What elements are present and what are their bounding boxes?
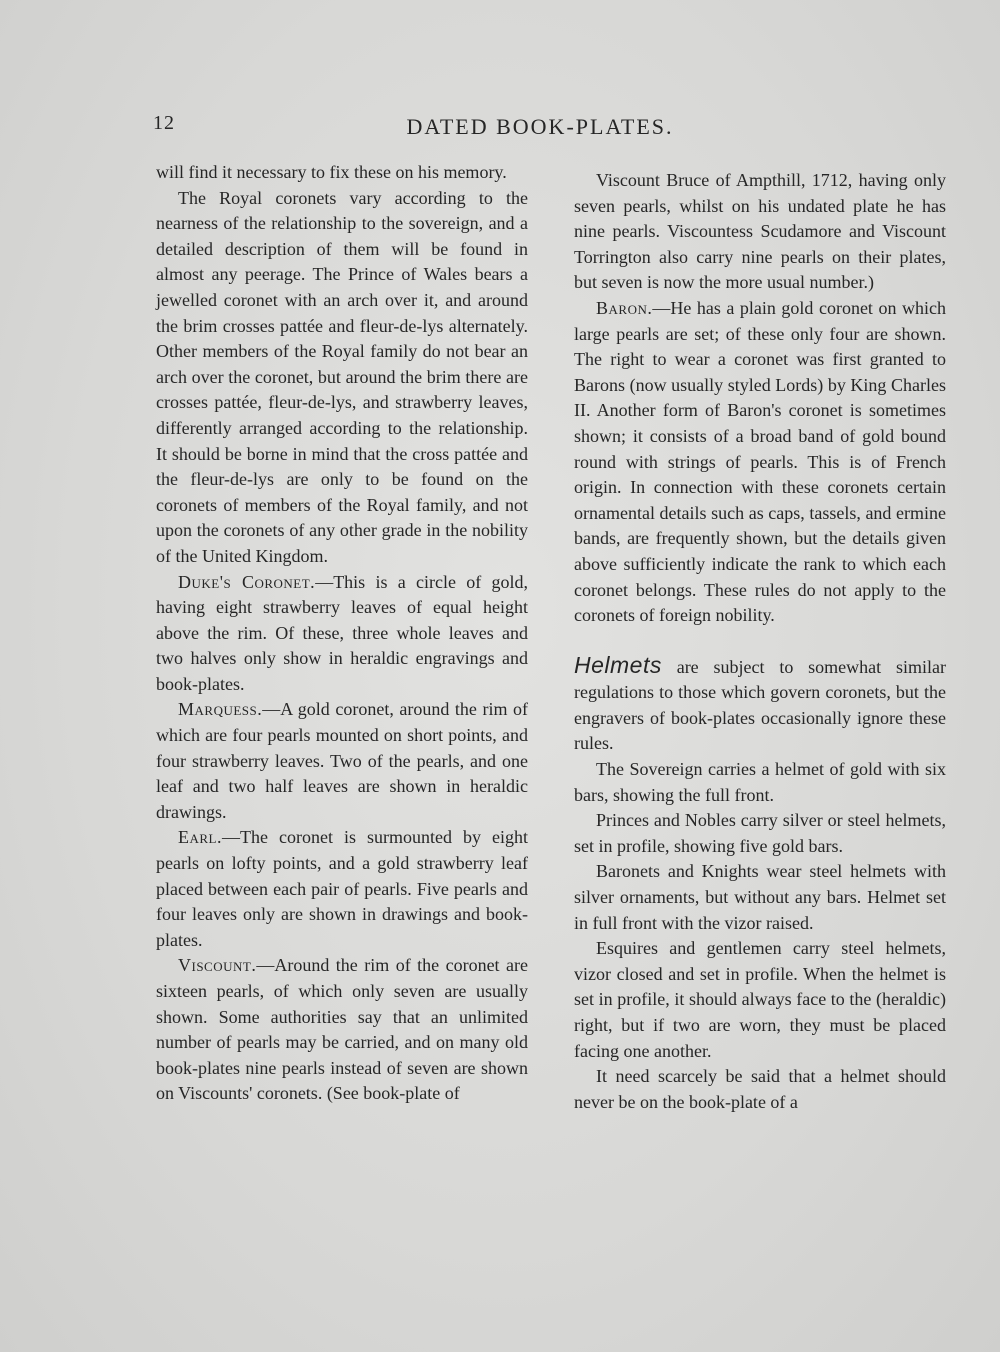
paragraph: The Royal coronets vary according to the nearness of the relationship to the sovereign, and a detailed description of them will be found in almost any peerage. The Prince of Wales bears a jewelled coronet with an arch over it, and around the brim crosses pattée and fleur-de-lys alternately. Other members of the Royal family do not bear an arch over the coronet, but around the brim there are crosses pattée, fleur-de-lys, and strawberry leaves, differently arranged according to the relationship. It should be borne in mind that the cross pattée and the fleur-de-lys are only to be found on the coronets of members of the Royal family, and not upon the coronets of any other grade in the nobility of the United Kingdom.: [156, 187, 528, 566]
paragraph-baron: [574, 296, 946, 629]
paragraph-earl: [156, 825, 528, 953]
paragraph-helmets: [574, 653, 946, 757]
page-number: 12: [153, 112, 175, 134]
helmets-text: are subject to somewhat similar regulations to those which govern coronets, but the engravers of book-plates occasionally ignore these rules.: [574, 656, 946, 754]
paragraph: will find it necessary to fix these on his memory.: [156, 162, 507, 182]
paragraph: Baronets and Knights wear steel helmets with silver ornaments, but without any bars. Helmet set in full front with the vizor raised.: [574, 861, 946, 933]
baron-text: —He has a plain gold coronet on which large pearls are set; of these only four are shown. The right to wear a coronet was first granted to Barons (now usually styled Lords) by King Charles II. Another form of Baron's coronet is sometimes shown; it consists of a broad band of gold bound round with strings of pearls. This is of French origin. In connection with these coronets certain ornamental details such as caps, tassels, and ermine bands, are frequently shown, but the details given above sufficiently indicate the rank to which each coronet belongs. These rules do not apply to the coronets of foreign nobility.: [574, 297, 946, 626]
earl-text: —The coronet is surmounted by eight pearls on lofty points, and a gold strawberry leaf placed between each pair of pearls. Five pearls and four leaves only are shown in drawings and book-plates.: [156, 827, 528, 950]
paragraph: The Sovereign carries a helmet of gold with six bars, showing the full front.: [574, 759, 946, 805]
helmets-heading: Helmets: [574, 651, 662, 678]
paragraph-duke: [156, 570, 528, 698]
viscount-text: —Around the rim of the coronet are sixteen pearls, of which only seven are usually shown. Some authorities say that an unlimited number of pearls may be carried, and on many old book-plates nine pearls instead of seven are shown on Viscounts' coronets. (See book-plate of: [156, 955, 528, 1104]
viscount-label: Viscount.: [178, 955, 257, 976]
paragraph: It need scarcely be said that a helmet should never be on the book-plate of a: [574, 1066, 946, 1112]
duke-text: —This is a circle of gold, having eight strawberry leaves of equal height above the rim. Of these, three whole leaves and two halves only show in heraldic engravings and book-plates.: [156, 571, 528, 694]
marquess-label: Marquess.: [178, 699, 263, 720]
paragraph: Esquires and gentlemen carry steel helmets, vizor closed and set in profile. When the helmet is set in profile, it should always face to the (heraldic) right, but if two are worn, they must be placed facing one another.: [574, 938, 946, 1061]
earl-label: Earl.: [178, 827, 222, 848]
left-column: [156, 160, 528, 1107]
paragraph: Viscount Bruce of Ampthill, 1712, having only seven pearls, whilst on his undated plate he has nine pearls. Viscountess Scudamore and Viscount Torrington also carry nine pearls on their plates, but seven is now the more usual number.): [574, 170, 946, 293]
running-title: DATED BOOK-PLATES.: [406, 114, 674, 139]
right-column: [574, 168, 946, 1115]
paragraph-viscount: [156, 953, 528, 1107]
marquess-text: —A gold coronet, around the rim of which are four pearls mounted on short points, and four strawberry leaves. Two of the pearls, and one leaf and two half leaves are shown in heraldic drawings.: [156, 699, 528, 822]
duke-label: Duke's Coronet.: [178, 571, 316, 592]
paragraph-marquess: [156, 697, 528, 825]
baron-label: Baron.: [596, 297, 653, 318]
paragraph: Princes and Nobles carry silver or steel helmets, set in profile, showing five gold bars.: [574, 810, 946, 856]
